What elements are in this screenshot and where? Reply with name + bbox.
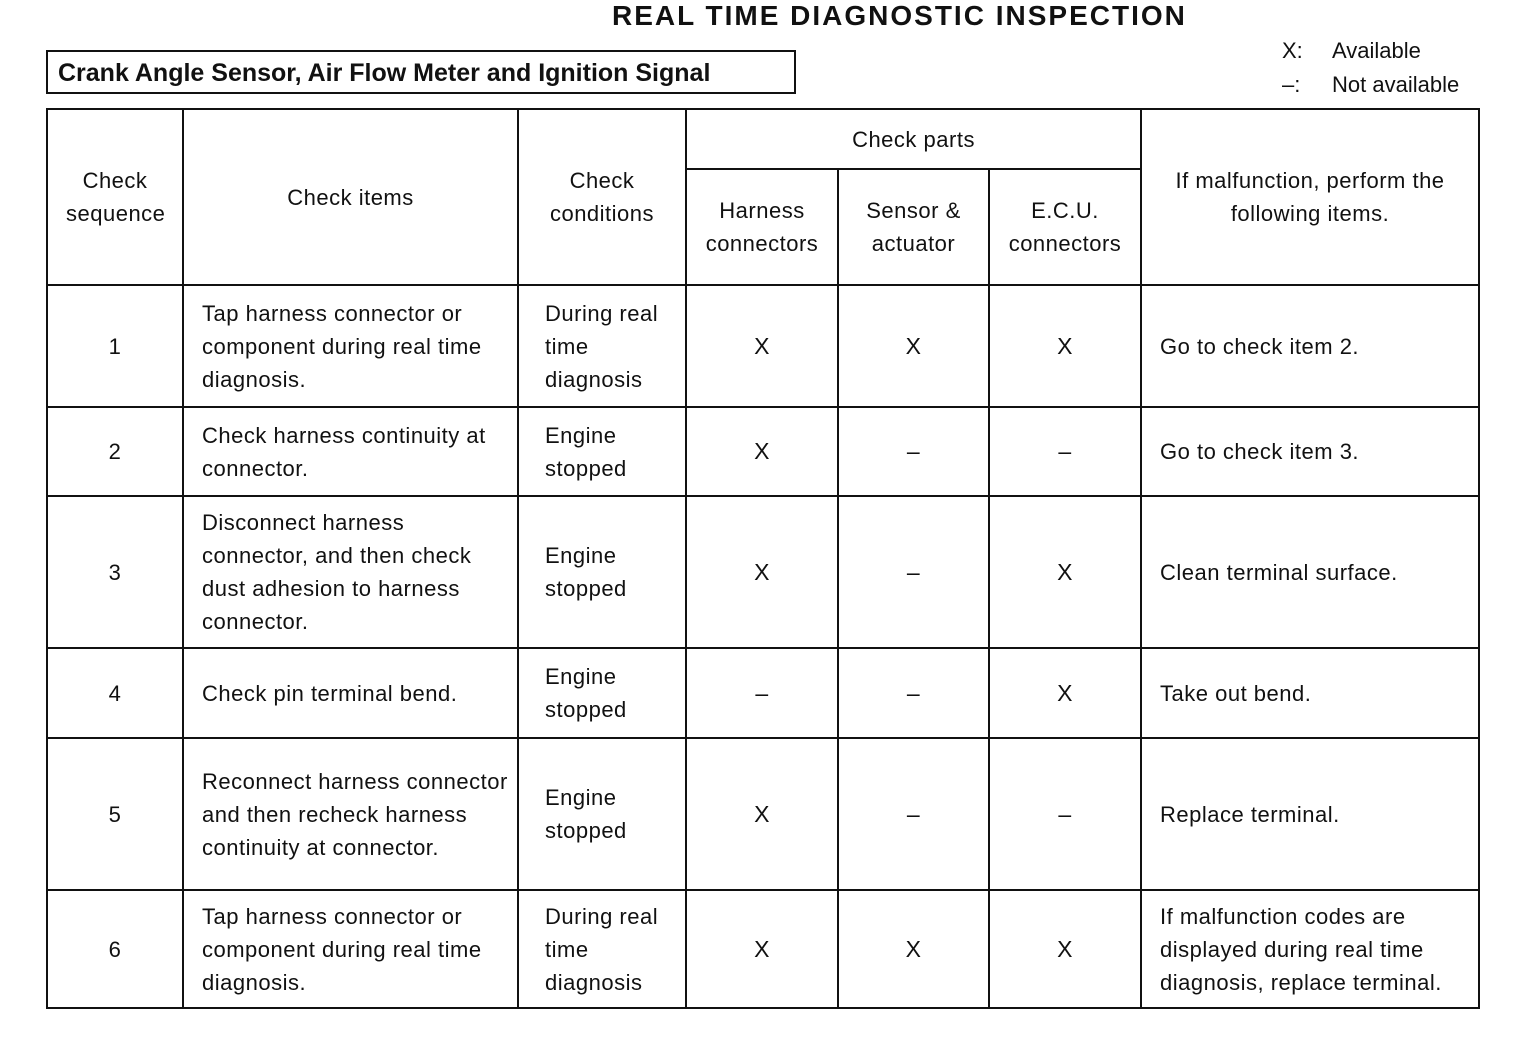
header-sensor-actuator: Sensor & actuator <box>838 169 989 285</box>
action-cell: Replace terminal. <box>1141 738 1479 890</box>
condition-cell: Engine stopped <box>518 648 686 738</box>
harness-mark: X <box>686 496 838 648</box>
header-check-sequence: Check sequence <box>47 109 183 285</box>
action-cell: Go to check item 3. <box>1141 407 1479 496</box>
legend <box>1282 34 1459 102</box>
table-row <box>47 496 1479 648</box>
action-cell: Go to check item 2. <box>1141 285 1479 407</box>
sequence-cell: 6 <box>47 890 183 1008</box>
ecu-mark: X <box>989 496 1141 648</box>
header-if-malfunction: If malfunction, perform the following items. <box>1141 109 1479 285</box>
inspection-table-wrapper <box>46 108 1478 1009</box>
header-check-parts: Check parts <box>686 109 1141 169</box>
condition-cell: Engine stopped <box>518 738 686 890</box>
sequence-cell: 2 <box>47 407 183 496</box>
harness-mark: X <box>686 738 838 890</box>
ecu-mark: – <box>989 407 1141 496</box>
legend-item-not-available <box>1282 68 1459 102</box>
legend-meaning: Not available <box>1332 72 1460 97</box>
harness-mark: X <box>686 890 838 1008</box>
legend-meaning: Available <box>1332 38 1421 63</box>
legend-item-available <box>1282 34 1459 68</box>
table-row <box>47 890 1479 1008</box>
table-row <box>47 407 1479 496</box>
check-item-cell: Reconnect harness connector and then recheck harness continuity at connector. <box>183 738 518 890</box>
action-cell: Clean terminal surface. <box>1141 496 1479 648</box>
harness-mark: X <box>686 285 838 407</box>
header-check-conditions: Check conditions <box>518 109 686 285</box>
ecu-mark: X <box>989 648 1141 738</box>
table-row <box>47 648 1479 738</box>
sensor-mark: – <box>838 648 989 738</box>
table-row <box>47 738 1479 890</box>
legend-symbol: –: <box>1282 72 1301 97</box>
header-check-items: Check items <box>183 109 518 285</box>
sensor-mark: X <box>838 890 989 1008</box>
check-item-cell: Tap harness connector or component during real time diagnosis. <box>183 890 518 1008</box>
sequence-cell: 5 <box>47 738 183 890</box>
sequence-cell: 1 <box>47 285 183 407</box>
sensor-mark: X <box>838 285 989 407</box>
sensor-mark: – <box>838 407 989 496</box>
check-item-cell: Check pin terminal bend. <box>183 648 518 738</box>
action-cell: If malfunction codes are displayed during real time diagnosis, replace terminal. <box>1141 890 1479 1008</box>
sequence-cell: 3 <box>47 496 183 648</box>
check-item-cell: Disconnect harness connector, and then check dust adhesion to harness connector. <box>183 496 518 648</box>
harness-mark: X <box>686 407 838 496</box>
header-ecu-connectors: E.C.U. connectors <box>989 169 1141 285</box>
inspection-table <box>46 108 1480 1009</box>
condition-cell: During real time diagnosis <box>518 890 686 1008</box>
sequence-cell: 4 <box>47 648 183 738</box>
check-item-cell: Check harness continuity at connector. <box>183 407 518 496</box>
ecu-mark: X <box>989 890 1141 1008</box>
condition-cell: During real time diagnosis <box>518 285 686 407</box>
action-cell: Take out bend. <box>1141 648 1479 738</box>
check-item-cell: Tap harness connector or component during real time diagnosis. <box>183 285 518 407</box>
condition-cell: Engine stopped <box>518 407 686 496</box>
condition-cell: Engine stopped <box>518 496 686 648</box>
ecu-mark: – <box>989 738 1141 890</box>
page-title: REAL TIME DIAGNOSTIC INSPECTION <box>612 0 1187 31</box>
table-row <box>47 285 1479 407</box>
section-subtitle: Crank Angle Sensor, Air Flow Meter and Ignition Signal <box>46 50 796 94</box>
ecu-mark: X <box>989 285 1141 407</box>
harness-mark: – <box>686 648 838 738</box>
sensor-mark: – <box>838 496 989 648</box>
legend-symbol: X: <box>1282 38 1303 63</box>
header-harness-connectors: Harness connectors <box>686 169 838 285</box>
sensor-mark: – <box>838 738 989 890</box>
